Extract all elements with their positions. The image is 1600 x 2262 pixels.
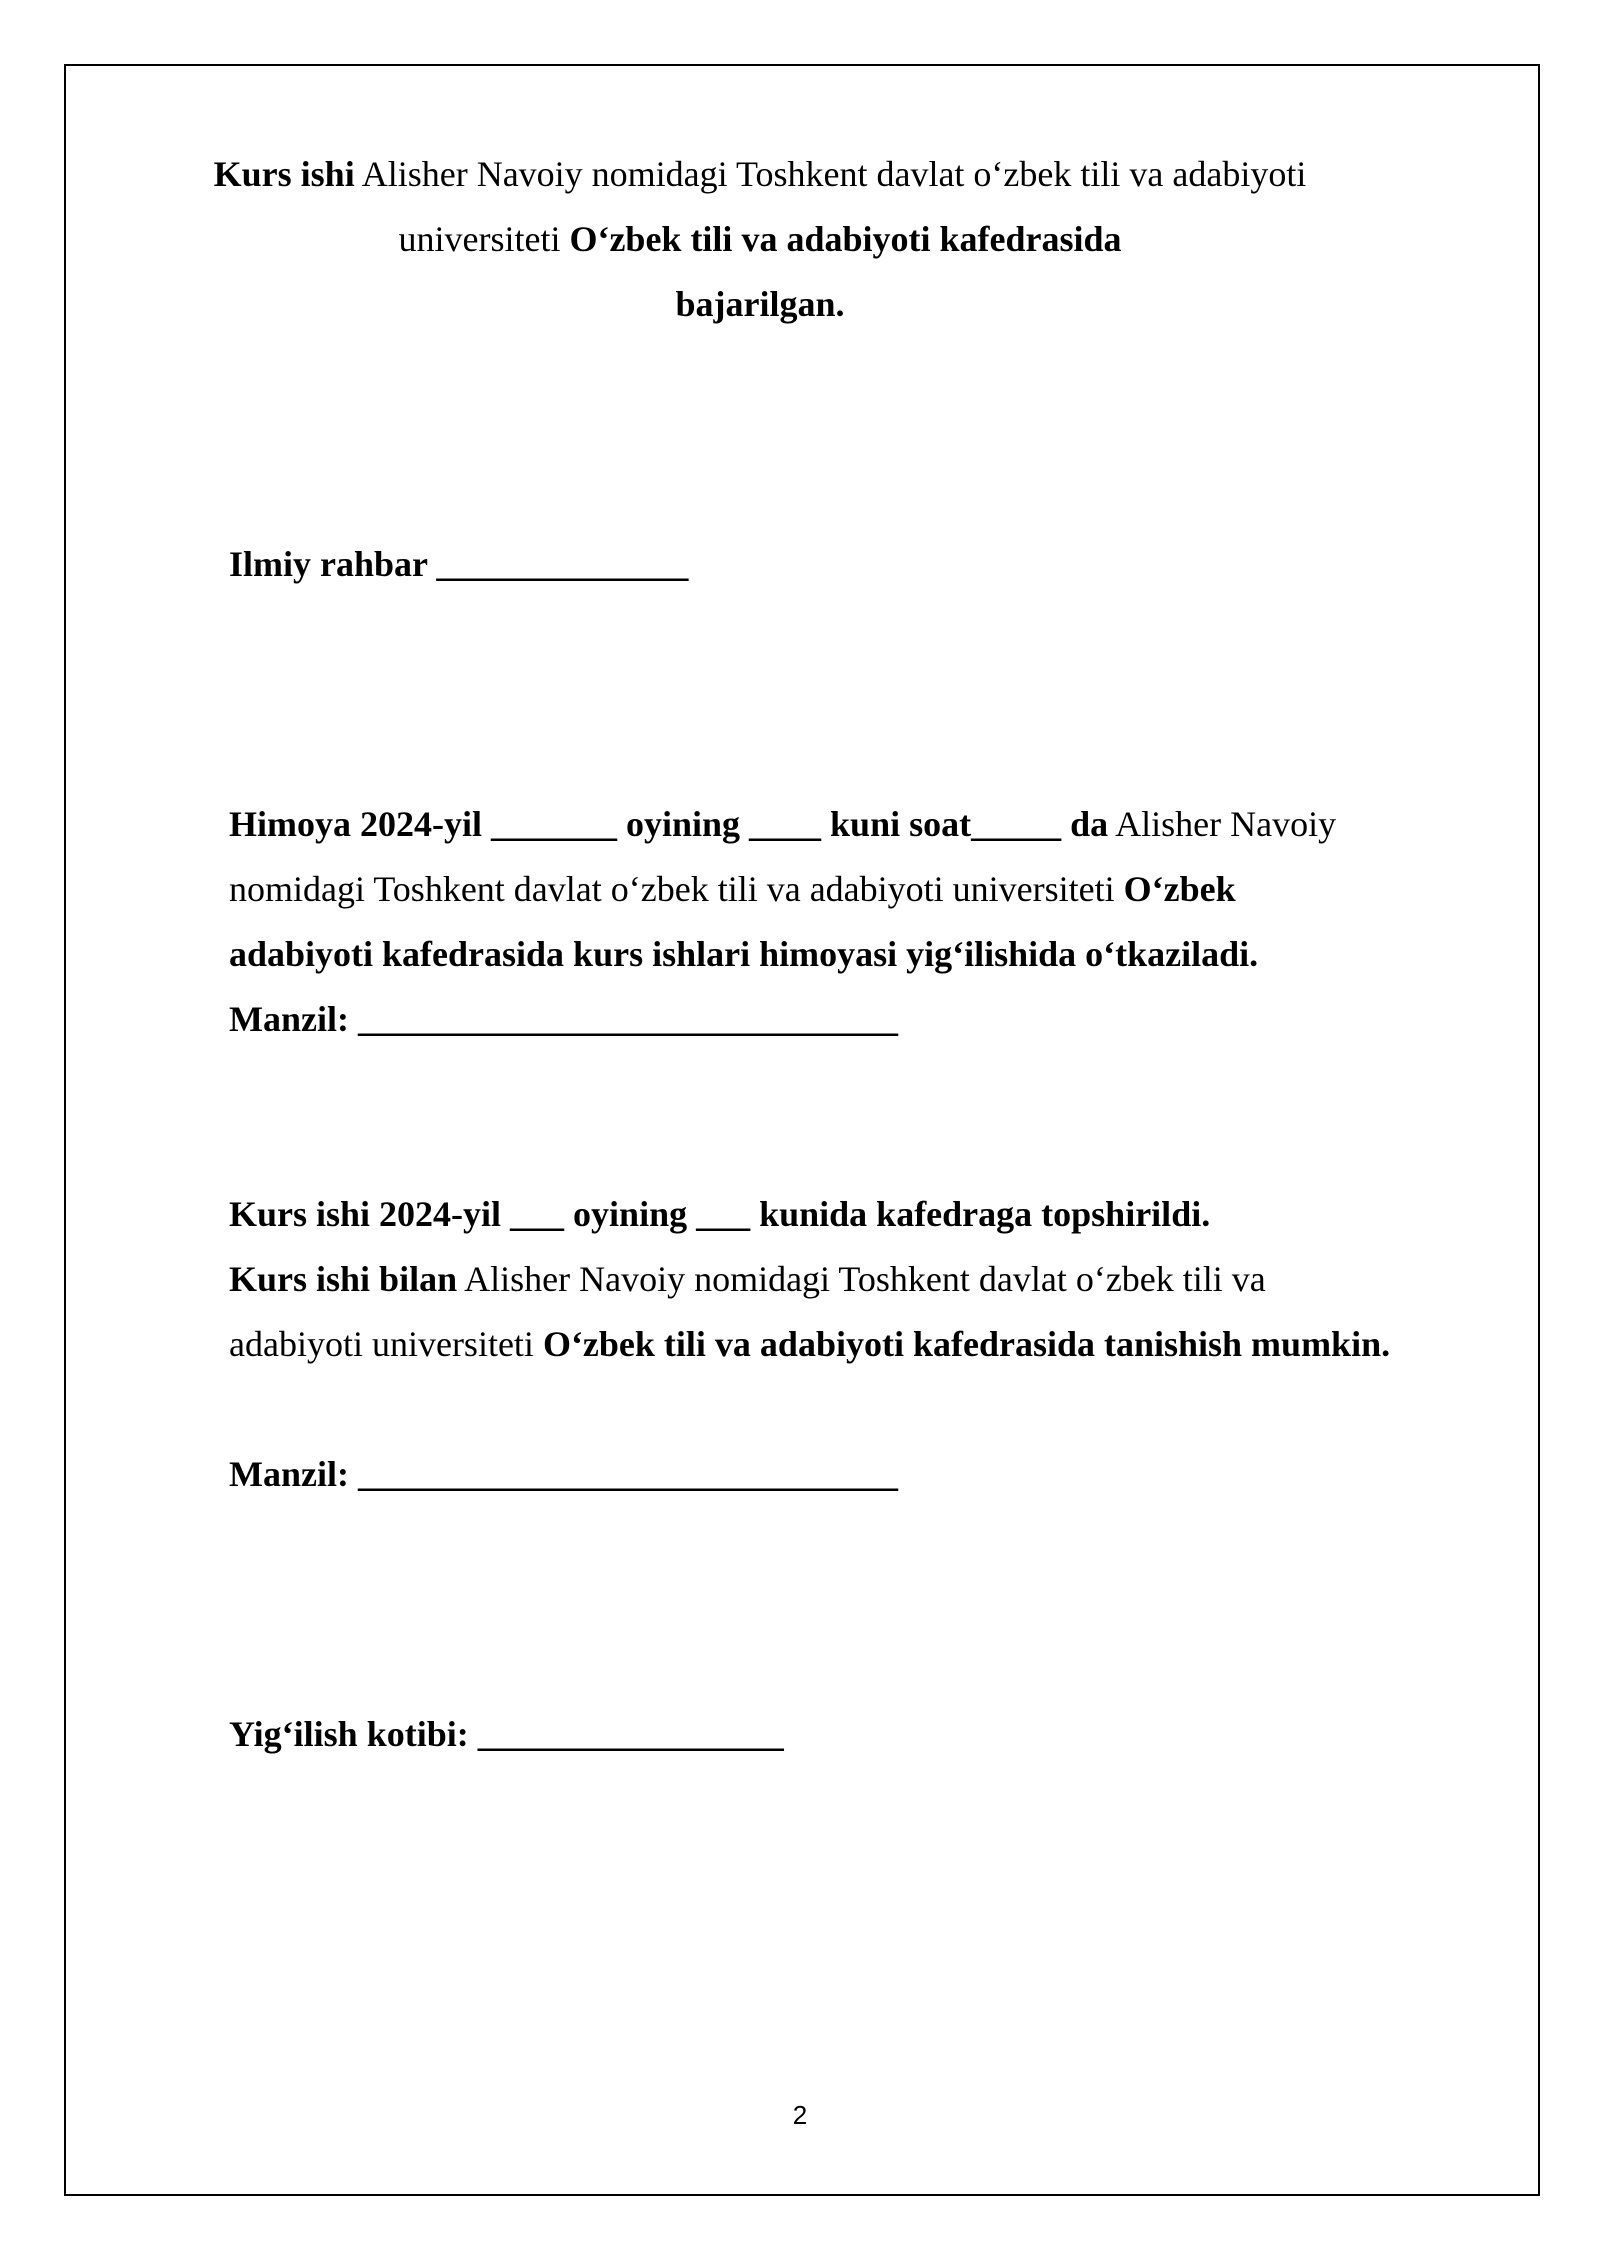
intro-text-2: universiteti bbox=[398, 219, 570, 259]
submission-bold-1: Kurs ishi 2024-yil ___ oyining ___ kunida kafedraga topshirildi. bbox=[229, 1194, 1211, 1234]
defense-text-2: nomidagi Toshkent davlat o‘zbek tili va adabiyoti universiteti bbox=[229, 869, 1124, 909]
intro-bold-3: bajarilgan. bbox=[675, 284, 845, 324]
secretary-line bbox=[229, 1702, 1469, 1767]
defense-text-1: Alisher Navoiy bbox=[1108, 804, 1337, 844]
intro-bold-2: O‘zbek tili va adabiyoti kafedrasida bbox=[569, 219, 1122, 259]
defense-line-2 bbox=[229, 857, 1469, 922]
submission-line-2 bbox=[229, 1247, 1469, 1312]
defense-bold-2: O‘zbek bbox=[1123, 869, 1236, 909]
intro-paragraph bbox=[200, 142, 1320, 337]
supervisor-label: Ilmiy rahbar ______________ bbox=[229, 544, 689, 584]
submission-line-3 bbox=[229, 1312, 1469, 1377]
intro-line-2 bbox=[200, 207, 1320, 272]
defense-paragraph bbox=[229, 792, 1469, 1052]
page-border bbox=[64, 64, 1540, 2196]
submission-text-3: adabiyoti universiteti bbox=[229, 1324, 543, 1364]
defense-line-3 bbox=[229, 922, 1469, 987]
defense-address bbox=[229, 987, 1469, 1052]
defense-address-label: Manzil: ______________________________ bbox=[229, 999, 898, 1039]
submission-text-2: Alisher Navoiy nomidagi Toshkent davlat o‘zbek tili va bbox=[457, 1259, 1266, 1299]
submission-address-label: Manzil: ______________________________ bbox=[229, 1454, 898, 1494]
submission-address-line bbox=[229, 1442, 1469, 1507]
defense-line-1 bbox=[229, 792, 1469, 857]
defense-bold-3: adabiyoti kafedrasida kurs ishlari himoyasi yig‘ilishida o‘tkaziladi. bbox=[229, 934, 1259, 974]
page-number: 2 bbox=[792, 2100, 808, 2130]
submission-bold-3: O‘zbek tili va adabiyoti kafedrasida tanishish mumkin. bbox=[542, 1324, 1391, 1364]
secretary-label: Yig‘ilish kotibi: _________________ bbox=[229, 1714, 784, 1754]
intro-line-1 bbox=[200, 142, 1320, 207]
submission-bold-2: Kurs ishi bilan bbox=[229, 1259, 458, 1299]
submission-line-1 bbox=[229, 1182, 1469, 1247]
intro-line-3 bbox=[200, 272, 1320, 337]
submission-paragraph bbox=[229, 1182, 1469, 1377]
intro-bold-1: Kurs ishi bbox=[213, 154, 355, 194]
defense-bold-1: Himoya 2024-yil _______ oyining ____ kuni soat_____ da bbox=[229, 804, 1109, 844]
intro-text-1: Alisher Navoiy nomidagi Toshkent davlat o‘zbek tili va adabiyoti bbox=[354, 154, 1307, 194]
supervisor-line bbox=[229, 532, 1469, 597]
